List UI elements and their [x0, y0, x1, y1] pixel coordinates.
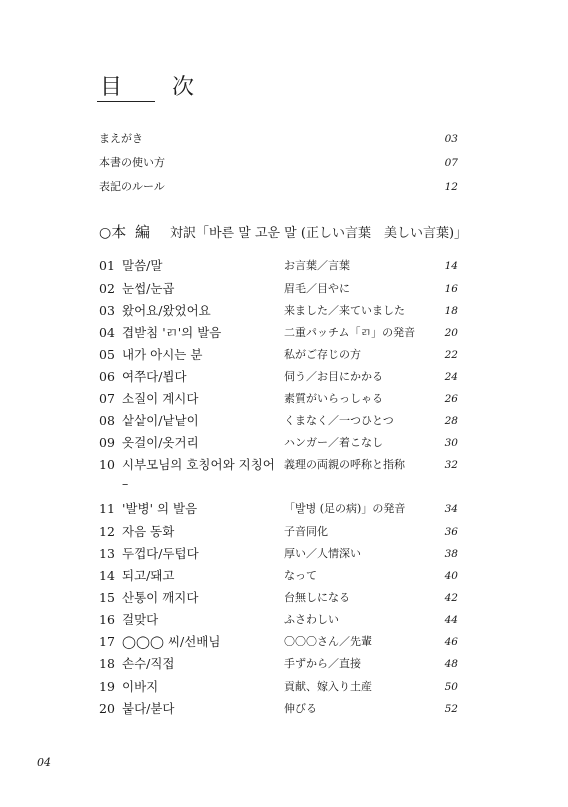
section-heading	[99, 222, 467, 244]
entry-korean: 붙다/붇다	[122, 701, 175, 716]
entry-number: 10	[99, 457, 115, 472]
entry-page: 14	[444, 260, 458, 272]
entry-japanese: お言葉／言葉	[284, 259, 350, 272]
entry-number: 06	[99, 369, 115, 384]
entry-number: 11	[99, 501, 115, 516]
entry-number: 17	[99, 634, 115, 649]
toc-entry[interactable]	[0, 654, 568, 677]
toc-entry[interactable]	[0, 632, 568, 655]
toc-entry[interactable]	[0, 301, 568, 324]
entry-korean: 샅샅이/낱낱이	[122, 413, 199, 428]
entry-korean: 옷걸이/옷거리	[122, 435, 199, 450]
toc-row-page: 07	[444, 157, 458, 169]
entry-number: 12	[99, 524, 115, 539]
entry-korean: 소질이 계시다	[122, 391, 199, 406]
section-subtitle: 対訳「바른 말 고운 말 (正しい言葉 美しい言葉)」	[170, 226, 468, 241]
entry-korean: 왔어요/왔었어요	[122, 303, 211, 318]
entry-number: 18	[99, 656, 115, 671]
entry-page: 30	[444, 437, 458, 449]
entry-page: 24	[444, 371, 458, 383]
entry-number: 09	[99, 435, 115, 450]
entry-korean: 걸맞다	[122, 612, 159, 627]
toc-entry[interactable]	[0, 411, 568, 434]
entry-page: 20	[444, 327, 458, 339]
entry-japanese: 二重パッチム「ㄺ」の発音	[284, 326, 416, 339]
entry-page: 48	[444, 658, 458, 670]
entry-page: 26	[444, 393, 458, 405]
entry-japanese: 台無しになる	[284, 591, 350, 604]
entry-page: 52	[444, 703, 458, 715]
entry-number: 19	[99, 679, 115, 694]
entry-japanese: 〇〇〇さん／先輩	[284, 635, 372, 648]
entry-number: 20	[99, 701, 115, 716]
toc-entry[interactable]	[0, 433, 568, 456]
entry-page: 18	[444, 305, 458, 317]
entry-page: 34	[444, 503, 458, 515]
entry-number: 08	[99, 413, 115, 428]
entry-korean: 눈썹/눈곱	[122, 281, 175, 296]
toc-entry[interactable]	[0, 323, 568, 346]
entry-page: 38	[444, 548, 458, 560]
toc-entry[interactable]	[0, 279, 568, 302]
entry-number: 14	[99, 568, 115, 583]
toc-entry[interactable]	[0, 389, 568, 412]
entry-japanese: 子音同化	[284, 525, 328, 538]
entry-page: 28	[444, 415, 458, 427]
entry-number: 02	[99, 281, 115, 296]
entry-japanese: 伺う／お目にかかる	[284, 370, 383, 383]
entry-page: 44	[444, 614, 458, 626]
toc-entry[interactable]	[0, 566, 568, 589]
entry-korean: 말씀/말	[122, 258, 163, 273]
entry-page: 46	[444, 636, 458, 648]
toc-entry[interactable]	[0, 544, 568, 567]
toc-entry[interactable]	[0, 588, 568, 611]
entry-japanese: 貢献、嫁入り土産	[284, 680, 372, 693]
toc-row-notation-rules[interactable]	[0, 177, 568, 197]
entry-number: 03	[99, 303, 115, 318]
entry-japanese: 素質がいらっしゃる	[284, 392, 383, 405]
entry-number: 01	[99, 258, 115, 273]
entry-number: 04	[99, 325, 115, 340]
entry-korean: 이바지	[122, 679, 159, 694]
entry-korean: 두껍다/두텁다	[122, 546, 199, 561]
toc-entry[interactable]	[0, 522, 568, 545]
toc-row-label: 本書の使い方	[99, 156, 165, 169]
entry-korean: 산통이 깨지다	[122, 590, 199, 605]
title-underline	[97, 101, 155, 102]
entry-japanese: 伸びる	[284, 702, 317, 715]
entry-korean: 여쭈다/뵙다	[122, 369, 187, 384]
entry-number: 16	[99, 612, 115, 627]
entry-japanese: なって	[284, 569, 317, 582]
section-name: 本 編	[111, 223, 152, 241]
entry-page: 40	[444, 570, 458, 582]
entry-page: 42	[444, 592, 458, 604]
toc-entry[interactable]	[0, 699, 568, 722]
entry-korean: 내가 아시는 분	[122, 347, 203, 362]
entry-japanese: ふさわしい	[284, 613, 339, 626]
entry-japanese: 手ずから／直接	[284, 657, 361, 670]
entry-page: 16	[444, 283, 458, 295]
toc-entry[interactable]	[0, 610, 568, 633]
entry-japanese: ハンガー／着こなし	[284, 436, 383, 449]
toc-title: 目 次	[100, 75, 209, 100]
entry-japanese: 義理の両親の呼称と指称	[284, 458, 405, 471]
toc-row-label: 表記のルール	[99, 180, 165, 193]
toc-row-preface[interactable]	[0, 129, 568, 149]
toc-entry[interactable]	[0, 677, 568, 700]
entry-page: 32	[444, 459, 458, 471]
entry-korean: 손수/직접	[122, 656, 175, 671]
section-marker: ○	[99, 225, 112, 241]
entry-number: 07	[99, 391, 115, 406]
toc-row-how-to-use[interactable]	[0, 153, 568, 173]
toc-row-page: 03	[444, 133, 458, 145]
entry-page: 36	[444, 526, 458, 538]
entry-korean: 겹받침 'ㄺ'의 발음	[122, 325, 222, 340]
entry-korean-continuation: –	[122, 476, 129, 491]
toc-entry[interactable]	[0, 455, 568, 478]
entry-japanese: 「발병 (足の病)」の発音	[284, 502, 406, 515]
entry-korean: 자음 동화	[122, 524, 175, 539]
entry-japanese: 眉毛／目やに	[284, 282, 350, 295]
toc-row-page: 12	[444, 181, 458, 193]
entry-japanese: くまなく／一つひとつ	[284, 414, 394, 427]
toc-row-label: まえがき	[99, 132, 143, 145]
entry-number: 15	[99, 590, 115, 605]
entry-page: 50	[444, 681, 458, 693]
toc-entry[interactable]	[0, 345, 568, 368]
toc-entry[interactable]	[0, 256, 568, 279]
toc-entry[interactable]	[0, 499, 568, 522]
entry-japanese: 厚い／人情深い	[284, 547, 361, 560]
entry-page: 22	[444, 349, 458, 361]
entry-japanese: 私がご存じの方	[284, 348, 361, 361]
entry-number: 05	[99, 347, 115, 362]
page-number: 04	[37, 756, 51, 769]
entry-number: 13	[99, 546, 115, 561]
entry-korean: ◯◯◯ 씨/선배님	[122, 634, 221, 649]
entry-korean: '발병' 의 발음	[122, 501, 198, 516]
entry-korean: 시부모님의 호칭어와 지칭어	[122, 457, 275, 472]
toc-entry[interactable]	[0, 367, 568, 390]
entry-japanese: 来ました／来ていました	[284, 304, 405, 317]
entry-korean: 되고/돼고	[122, 568, 175, 583]
